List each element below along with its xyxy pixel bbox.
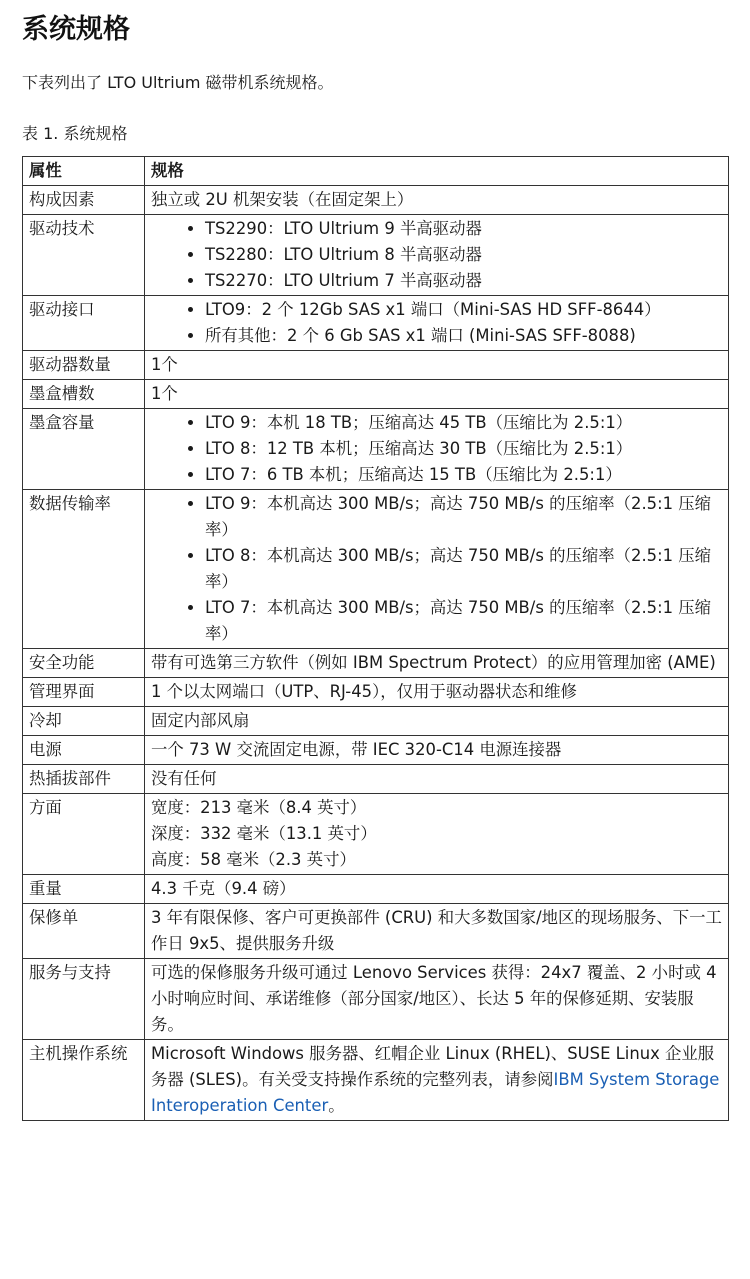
spec-list-item: • TS2270：LTO Ultrium 7 半高驱动器	[205, 268, 722, 294]
spec-cell	[145, 186, 729, 215]
spec-line: 宽度：213 毫米（8.4 英寸）	[151, 798, 367, 817]
spec-text: 可选的保修服务升级可通过 Lenovo Services 获得：24x7 覆盖、2 小时或 4 小时响应时间、承诺维修（部分国家/地区）、长达 5 年的保修延期、安装服务。	[151, 963, 717, 1034]
spec-text: 没有任何	[151, 769, 217, 788]
spec-list	[151, 410, 722, 488]
attribute-cell: 电源	[23, 736, 145, 765]
table-row	[23, 1040, 729, 1121]
header-attribute: 属性	[23, 157, 145, 186]
attribute-cell: 服务与支持	[23, 959, 145, 1040]
spec-text: 一个 73 W 交流固定电源，带 IEC 320-C14 电源连接器	[151, 740, 562, 759]
spec-text: 1个	[151, 355, 178, 374]
attribute-cell: 保修单	[23, 904, 145, 959]
spec-cell	[145, 215, 729, 296]
table-row	[23, 707, 729, 736]
table-row	[23, 765, 729, 794]
spec-line: 深度：332 毫米（13.1 英寸）	[151, 824, 377, 843]
spec-list-item: • TS2290：LTO Ultrium 9 半高驱动器	[205, 216, 722, 242]
spec-list-item: • 所有其他：2 个 6 Gb SAS x1 端口 (Mini-SAS SFF-8088)	[205, 323, 722, 349]
attribute-cell: 驱动技术	[23, 215, 145, 296]
spec-cell	[145, 736, 729, 765]
attribute-cell: 热插拔部件	[23, 765, 145, 794]
spec-cell	[145, 380, 729, 409]
spec-text: 带有可选第三方软件（例如 IBM Spectrum Protect）的应用管理加密 (AME)	[151, 653, 716, 672]
spec-text: 4.3 千克（9.4 磅）	[151, 879, 296, 898]
table-row	[23, 490, 729, 649]
interoperation-center-link[interactable]: IBM System Storage Interoperation Center	[151, 1070, 720, 1115]
table-row	[23, 186, 729, 215]
spec-text-suffix: 。	[328, 1096, 345, 1115]
spec-list-item: • LTO 7：6 TB 本机；压缩高达 15 TB（压缩比为 2.5:1）	[205, 462, 722, 488]
table-row	[23, 794, 729, 875]
header-spec: 规格	[145, 157, 729, 186]
table-row	[23, 351, 729, 380]
spec-cell	[145, 959, 729, 1040]
spec-list-item: • TS2280：LTO Ultrium 8 半高驱动器	[205, 242, 722, 268]
table-row	[23, 904, 729, 959]
spec-cell	[145, 649, 729, 678]
spec-list-item: • LTO 8：本机高达 300 MB/s；高达 750 MB/s 的压缩率（2.5:1 压缩率）	[205, 543, 722, 595]
attribute-cell: 冷却	[23, 707, 145, 736]
spec-cell	[145, 490, 729, 649]
spec-table	[22, 156, 729, 1121]
spec-line: 高度：58 毫米（2.3 英寸）	[151, 850, 356, 869]
spec-cell	[145, 904, 729, 959]
table-row	[23, 959, 729, 1040]
spec-list-item: • LTO 8：12 TB 本机；压缩高达 30 TB（压缩比为 2.5:1）	[205, 436, 722, 462]
spec-list	[151, 216, 722, 294]
spec-text: 1 个以太网端口（UTP、RJ-45），仅用于驱动器状态和维修	[151, 682, 577, 701]
table-header-row	[23, 157, 729, 186]
intro-text: 下表列出了 LTO Ultrium 磁带机系统规格。	[22, 73, 334, 92]
attribute-cell: 管理界面	[23, 678, 145, 707]
spec-cell	[145, 794, 729, 875]
spec-list-item: • LTO 9：本机高达 300 MB/s；高达 750 MB/s 的压缩率（2.5:1 压缩率）	[205, 491, 722, 543]
spec-list-item: • LTO 9：本机 18 TB；压缩高达 45 TB（压缩比为 2.5:1）	[205, 410, 722, 436]
page-title: 系统规格	[22, 14, 130, 45]
spec-cell	[145, 296, 729, 351]
spec-cell	[145, 875, 729, 904]
table-row	[23, 736, 729, 765]
spec-text: 1个	[151, 384, 178, 403]
spec-text: 3 年有限保修、客户可更换部件 (CRU) 和大多数国家/地区的现场服务、下一工作日 9x5、提供服务升级	[151, 908, 722, 953]
table-row	[23, 875, 729, 904]
spec-cell	[145, 707, 729, 736]
attribute-cell: 构成因素	[23, 186, 145, 215]
table-body	[23, 186, 729, 1121]
attribute-cell: 安全功能	[23, 649, 145, 678]
table-caption: 表 1. 系统规格	[22, 124, 128, 143]
spec-text: 固定内部风扇	[151, 711, 250, 730]
spec-text: Microsoft Windows 服务器、红帽企业 Linux (RHEL)、SUSE Linux 企业服务器 (SLES)。有关受支持操作系统的完整列表，请参阅	[151, 1044, 715, 1089]
attribute-cell: 数据传输率	[23, 490, 145, 649]
attribute-cell: 驱动器数量	[23, 351, 145, 380]
spec-cell	[145, 351, 729, 380]
spec-cell	[145, 765, 729, 794]
spec-list	[151, 491, 722, 647]
table-row	[23, 380, 729, 409]
spec-list-item: • LTO 7：本机高达 300 MB/s；高达 750 MB/s 的压缩率（2.5:1 压缩率）	[205, 595, 722, 647]
table-row	[23, 678, 729, 707]
spec-cell	[145, 678, 729, 707]
attribute-cell: 重量	[23, 875, 145, 904]
spec-list	[151, 297, 722, 349]
attribute-cell: 主机操作系统	[23, 1040, 145, 1121]
table-row	[23, 296, 729, 351]
attribute-cell: 墨盒容量	[23, 409, 145, 490]
spec-lines	[151, 795, 722, 873]
attribute-cell: 墨盒槽数	[23, 380, 145, 409]
attribute-cell: 驱动接口	[23, 296, 145, 351]
spec-cell	[145, 409, 729, 490]
table-row	[23, 649, 729, 678]
spec-cell	[145, 1040, 729, 1121]
attribute-cell: 方面	[23, 794, 145, 875]
spec-list-item: • LTO9：2 个 12Gb SAS x1 端口（Mini-SAS HD SFF-8644）	[205, 297, 722, 323]
table-row	[23, 215, 729, 296]
table-row	[23, 409, 729, 490]
spec-text: 独立或 2U 机架安装（在固定架上）	[151, 190, 414, 209]
